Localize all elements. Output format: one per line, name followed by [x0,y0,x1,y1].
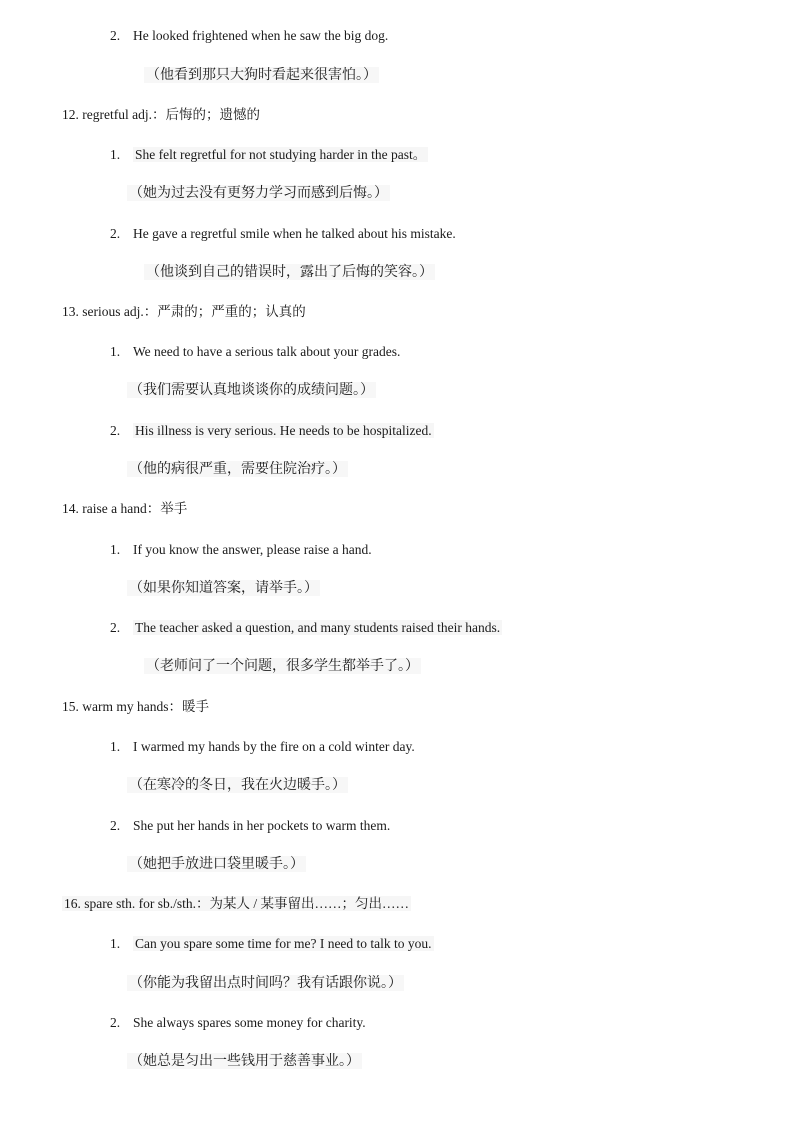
example-sentence [110,738,415,756]
english-sentence: His illness is very serious. He needs to be hospitalized. [135,423,432,438]
example-sentence [110,1014,366,1032]
example-number: 2. [110,620,121,635]
example-number: 1. [110,344,121,359]
example-number: 2. [110,1015,121,1030]
english-sentence: She felt regretful for not studying harder in the past。 [135,147,427,162]
chinese-translation: （老师问了一个问题，很多学生都举手了。） [146,658,419,674]
vocab-heading: 16. spare sth. for sb./sth.：为某人 / 某事留出……；匀出…… [64,896,409,911]
english-sentence: He gave a regretful smile when he talked about his mistake. [133,226,456,241]
vocab-heading: 15. warm my hands：暖手 [62,699,209,714]
vocab-heading: 13. serious adj.：严肃的；严重的；认真的 [62,304,306,319]
chinese-translation: （他的病很严重，需要住院治疗。） [129,461,346,477]
example-sentence [110,619,502,637]
example-number: 1. [110,542,121,557]
vocab-heading: 12. regretful adj.：后悔的；遗憾的 [62,107,260,122]
example-sentence [110,422,434,440]
example-number: 2. [110,28,121,43]
example-sentence [110,935,434,953]
english-sentence: If you know the answer, please raise a hand. [133,542,372,557]
chinese-translation: （他看到那只大狗时看起来很害怕。） [146,67,377,83]
example-number: 1. [110,739,121,754]
example-number: 2. [110,226,121,241]
example-sentence [110,541,372,559]
chinese-translation: （我们需要认真地谈谈你的成绩问题。） [129,382,374,398]
chinese-translation: （她把手放进口袋里暖手。） [129,856,304,872]
example-number: 1. [110,147,121,162]
chinese-translation: （如果你知道答案，请举手。） [129,580,318,596]
example-number: 1. [110,936,121,951]
chinese-translation: （她总是匀出一些钱用于慈善事业。） [129,1053,360,1069]
example-sentence [110,146,428,164]
example-sentence [110,817,390,835]
example-sentence [110,343,400,361]
example-number: 2. [110,423,121,438]
english-sentence: He looked frightened when he saw the big dog. [133,28,389,43]
chinese-translation: （她为过去没有更努力学习而感到后悔。） [129,185,388,201]
chinese-translation: （你能为我留出点时间吗？我有话跟你说。） [129,975,402,991]
example-sentence [110,225,456,243]
vocab-heading: 14. raise a hand：举手 [62,501,188,516]
english-sentence: She put her hands in her pockets to warm them. [133,818,391,833]
english-sentence: The teacher asked a question, and many students raised their hands. [135,620,501,635]
english-sentence: She always spares some money for charity. [133,1015,366,1030]
chinese-translation: （在寒冷的冬日，我在火边暖手。） [129,777,346,793]
english-sentence: I warmed my hands by the fire on a cold winter day. [133,739,415,754]
example-number: 2. [110,818,121,833]
english-sentence: Can you spare some time for me? I need to talk to you. [135,936,432,951]
english-sentence: We need to have a serious talk about your grades. [133,344,401,359]
chinese-translation: （他谈到自己的错误时，露出了后悔的笑容。） [146,264,433,280]
example-sentence [110,27,388,45]
